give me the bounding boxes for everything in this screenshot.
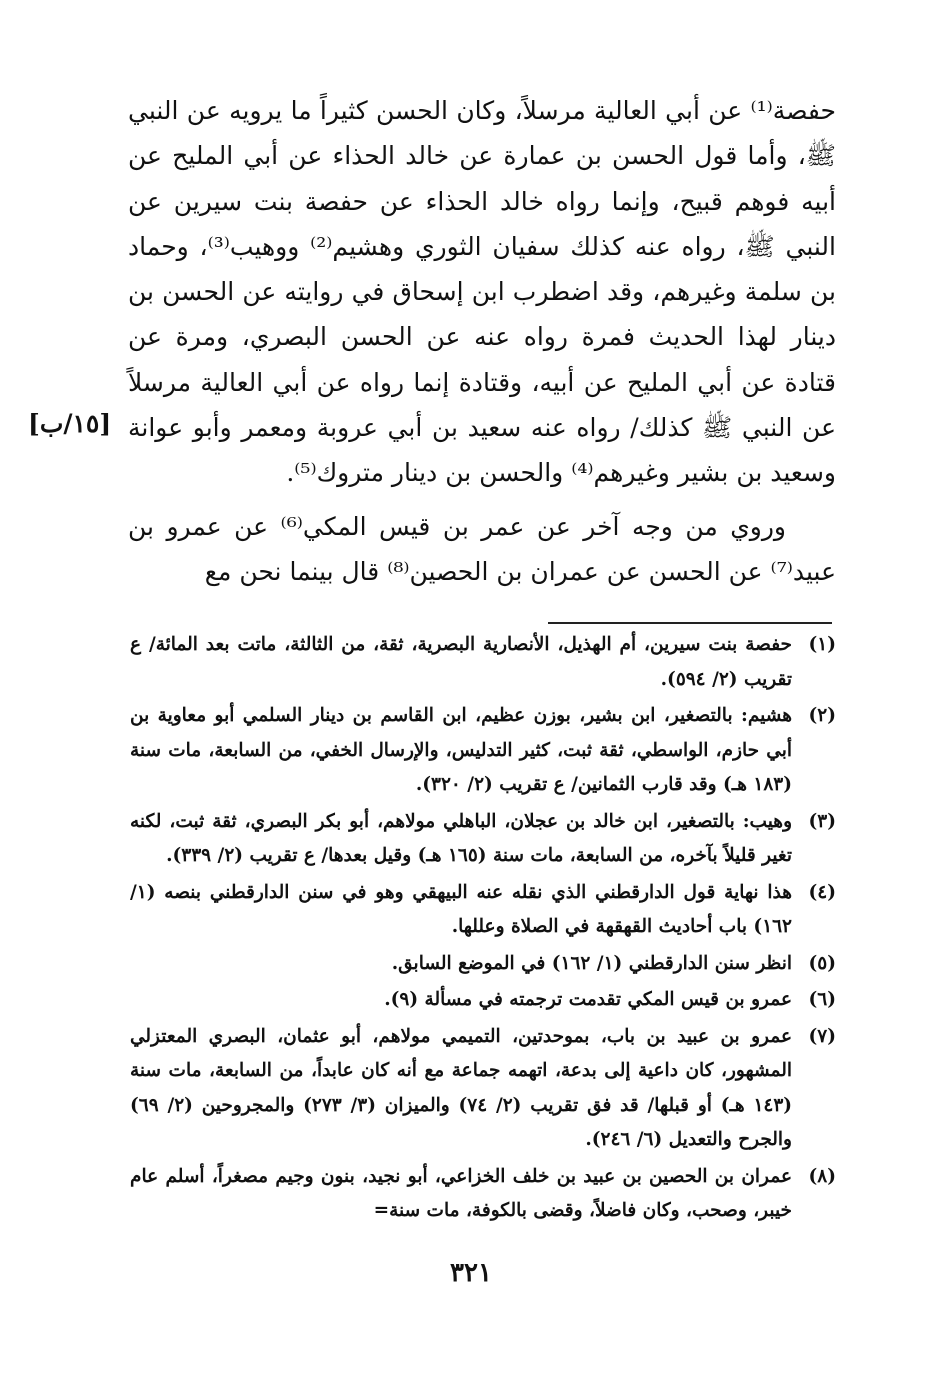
footnote xyxy=(130,699,836,803)
footnote xyxy=(130,1160,836,1229)
footnote-text: عمرو بن قيس المكي تقدمت ترجمته في مسألة (٩). xyxy=(384,989,792,1010)
footnote-text: حفصة بنت سيرين، أم الهذيل، الأنصارية البصرية، ثقة، من الثالثة، ماتت بعد المائة/ ع تقريب (٢/ ٥٩٤). xyxy=(130,634,792,690)
footnote-number: (٦) xyxy=(808,989,836,1010)
footnote-number: (٨) xyxy=(808,1165,836,1187)
footnote xyxy=(130,628,836,697)
footnotes xyxy=(130,626,836,1229)
footnote-text: عمران بن الحصين بن عبيد بن خلف الخزاعي، أبو نجيد، بنون وجيم مصغراً، أسلم عام خيبر، وصحب، وكان فاضلاً، وقضى بالكوفة، مات سنة= xyxy=(130,1165,792,1221)
footnote xyxy=(130,1020,836,1158)
folio-marker: [١٥/ب] xyxy=(28,409,112,438)
footnote-text: عمرو بن عبيد بن باب، بموحدتين، التميمي مولاهم، أبو عثمان، البصري المعتزلي المشهور، كان داعية إلى بدعة، اتهمه جماعة مع أنه كان عابداً، من السابعة، مات سنة (١٤٣ هـ) أو قبلها/ قد فق تقريب (٢/ ٧٤) والميزان (٣/ ٢٧٣) والمجروحين (٢/ ٦٩) والجرح والتعديل (٦/ ٢٤٦). xyxy=(130,1025,793,1150)
footnote-text: وهيب: بالتصغير، ابن خالد بن عجلان، الباهلي مولاهم، أبو بكر البصري، ثقة ثبت، لكنه تغير قليلاً بآخره، من السابعة، مات سنة (١٦٥ هـ) وقيل بعدها/ ع تقريب (٢/ ٣٣٩). xyxy=(130,810,792,866)
footnote-text: هذا نهاية قول الدارقطني الذي نقله عنه البيهقي وهو في سنن الدارقطني بنصه (١/ ١٦٢) باب أحاديث القهقهة في الصلاة وعللها. xyxy=(130,881,792,937)
paragraph-2: وروي من وجه آخر عن عمر بن قيس المكي⁽⁶⁾ عن عمرو بن عبيد⁽⁷⁾ عن الحسن عن عمران بن الحصين⁽⁸⁾ قال بينما نحن مع xyxy=(128,511,836,586)
paragraph-1: حفصة⁽¹⁾ عن أبي العالية مرسلاً، وكان الحسن كثيراً ما يرويه عن النبي ﷺ، وأما قول الحسن بن عمارة عن خالد الحذاء عن أبي المليح عن أبيه فوهم قبيح، وإنما رواه خالد الحذاء عن حفصة بنت سيرين عن النبي ﷺ، رواه عنه كذلك سفيان الثوري وهشيم⁽²⁾ ووهيب⁽³⁾، وحماد بن سلمة وغيرهم، وقد اضطرب ابن إسحاق في روايته عن الحسن بن دينار لهذا الحديث فمرة رواه عنه عن الحسن البصري، ومرة عن قتادة عن أبي المليح عن أبيه، وقتادة إنما رواه عن أبي العالية مرسلاً عن النبي ﷺ كذلك/ رواه عنه سعيد بن أبي عروبة ومعمر وأبو عوانة وسعيد بن بشير وغيرهم⁽⁴⁾ والحسن بن دينار متروك⁽⁵⁾. xyxy=(128,96,836,488)
footnote-text: هشيم: بالتصغير، ابن بشير، بوزن عظيم، ابن القاسم بن دينار السلمي أبو معاوية بن أبي حازم، الواسطي، ثقة ثبت، كثير التدليس، والإرسال الخفي، من السابعة، مات سنة (١٨٣ هـ) وقد قارب الثمانين/ ع تقريب (٢/ ٣٢٠). xyxy=(130,705,792,795)
footnote-number: (١) xyxy=(808,634,836,655)
footnote xyxy=(130,983,836,1018)
body-text xyxy=(128,88,836,594)
footnote-number: (٤) xyxy=(808,881,836,903)
footnote-number: (٢) xyxy=(808,705,836,726)
footnote xyxy=(130,876,836,945)
footnote-number: (٧) xyxy=(808,1025,836,1047)
footnote xyxy=(130,947,836,982)
footnote-number: (٣) xyxy=(808,810,836,832)
footnote-separator xyxy=(548,622,832,624)
page-number: ٣٢١ xyxy=(450,1258,492,1288)
footnote-number: (٥) xyxy=(808,952,836,974)
main-text xyxy=(128,88,836,594)
footnote-text: انظر سنن الدارقطني (١/ ١٦٢) في الموضع السابق. xyxy=(391,952,792,974)
footnote xyxy=(130,805,836,874)
